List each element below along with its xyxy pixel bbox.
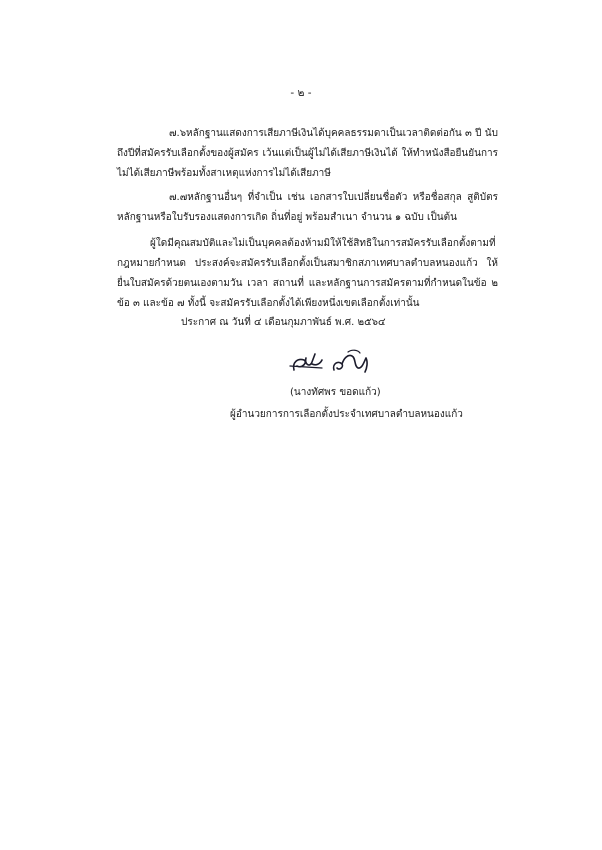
paragraph-text: ๗.๖หลักฐานแสดงการเสียภาษีเงินได้บุคคลธรรมดาเป็นเวลาติดต่อกัน ๓ ปี นับถึงปีที่สมัครรับเลือกตั้งของผู้สมัคร เว้นแต่เป็นผู้ไม่ได้เสียภาษีเงินได้ ให้ทำหนังสือยืนยันการไม่ได้เสียภาษีพร้อมทั้งสาเหตุแห่งการไม่ได้เสียภาษี bbox=[117, 128, 498, 179]
signer-title: ผู้อำนวยการการเลือกตั้งประจำเทศบาลตำบลหนองแก้ว bbox=[230, 409, 463, 420]
paragraph-text: ๗.๗หลักฐานอื่นๆ ที่จำเป็น เช่น เอกสารใบเปลี่ยนชื่อตัว หรือชื่อสกุล สูติบัตร หลักฐานหรือใบรับรองแสดงการเกิด ถิ่นที่อยู่ พร้อมสำเนา จำนวน ๑ ฉบับ เป็นต้น bbox=[117, 192, 498, 223]
page-number: - ๒ - bbox=[290, 87, 312, 99]
announcement-date: ประกาศ ณ วันที่ ๔ เดือนกุมภาพันธ์ พ.ศ. ๒๕๖๔ bbox=[181, 317, 386, 328]
paragraph-tax-evidence bbox=[117, 124, 498, 184]
handwritten-signature bbox=[282, 344, 382, 378]
signer-name: (นางทัศพร ขอดแก้ว) bbox=[290, 387, 381, 398]
paragraph-text: ผู้ใดมีคุณสมบัติและไม่เป็นบุคคลต้องห้ามมิให้ใช้สิทธิในการสมัครรับเลือกตั้งตามที่กฎหมายกำหนด ประสงค์จะสมัครรับเลือกตั้งเป็นสมาชิกสภาเทศบาลตำบลหนองแก้ว ให้ยื่นใบสมัครด้วยตนเองตามวัน เวลา สถานที่ และหลักฐานการสมัครตามที่กำหนดในข้อ ๒ ข้อ ๓ และข้อ ๗ ทั้งนี้ จะสมัครรับเลือกตั้งได้เพียงหนึ่งเขตเลือกตั้งเท่านั้น bbox=[117, 238, 498, 309]
paragraph-eligibility bbox=[117, 234, 498, 314]
paragraph-other-evidence bbox=[117, 188, 498, 228]
